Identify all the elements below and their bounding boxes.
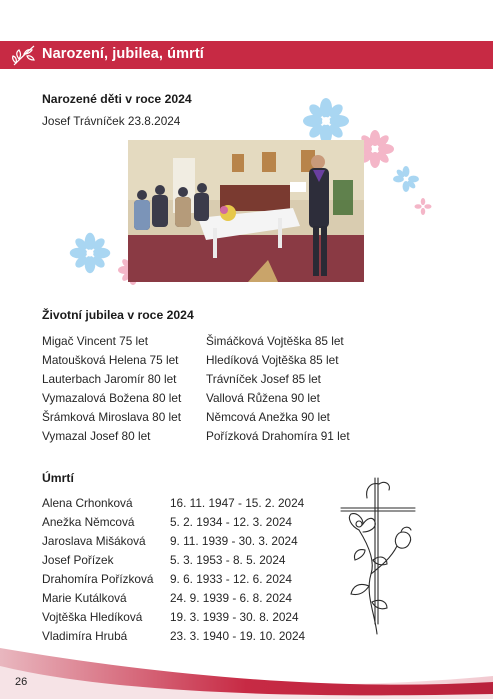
deceased-name: Vojtěška Hledíková [42,610,143,624]
life-dates: 24. 9. 1939 - 6. 8. 2024 [170,591,292,605]
birth-entry: Josef Trávníček 23.8.2024 [42,114,181,128]
life-dates: 19. 3. 1939 - 30. 8. 2024 [170,610,299,624]
cross-with-flowers-icon [335,474,425,636]
jubilee-entry: Pořízková Drahomíra 91 let [206,429,350,443]
section-title: Narození, jubilea, úmrtí [42,46,204,62]
jubilee-entry: Vymazal Josef 80 let [42,429,151,443]
deceased-name: Alena Crhonková [42,496,133,510]
blue-flower-left-icon [68,232,112,274]
births-heading: Narozené děti v roce 2024 [42,92,192,106]
life-dates: 5. 2. 1934 - 12. 3. 2024 [170,515,292,529]
life-dates: 9. 11. 1939 - 30. 3. 2024 [170,534,298,548]
pink-flower-small-icon [414,198,432,215]
blue-flower-small-icon [392,166,420,192]
jubilee-entry: Šimáčková Vojtěška 85 let [206,334,344,348]
life-dates: 23. 3. 1940 - 19. 10. 2024 [170,629,306,643]
page-number: 26 [15,676,28,688]
table-row [42,496,322,514]
table-row [42,591,322,609]
jubilees-heading: Životní jubilea v roce 2024 [42,308,194,322]
jubilee-entry: Matoušková Helena 75 let [42,353,179,367]
life-dates: 9. 6. 1933 - 12. 6. 2024 [170,572,292,586]
deceased-name: Jaroslava Mišáková [42,534,146,548]
deceased-name: Josef Pořízek [42,553,114,567]
deaths-heading: Úmrtí [42,471,74,485]
table-row [42,610,322,628]
table-row [42,515,322,533]
table-row [42,534,322,552]
table-row [42,572,322,590]
jubilee-entry: Němcová Anežka 90 let [206,410,330,424]
blue-flower-icon [301,98,351,144]
deceased-name: Drahomíra Pořízková [42,572,154,586]
deceased-name: Vladimíra Hrubá [42,629,128,643]
deceased-name: Marie Kutálková [42,591,127,605]
section-header-bar [0,41,493,69]
ceremony-photo [128,140,364,282]
jubilee-entry: Lauterbach Jaromír 80 let [42,372,177,386]
jubilee-entry: Hledíková Vojtěška 85 let [206,353,339,367]
life-dates: 5. 3. 1953 - 8. 5. 2024 [170,553,286,567]
flower-branch-icon [10,43,38,67]
footer-wave-decoration [0,640,493,699]
jubilee-entry: Migač Vincent 75 let [42,334,149,348]
jubilee-entry: Vallová Růžena 90 let [206,391,320,405]
jubilee-entry: Trávníček Josef 85 let [206,372,321,386]
table-row [42,553,322,571]
jubilee-entry: Šrámková Miroslava 80 let [42,410,181,424]
deceased-name: Anežka Němcová [42,515,135,529]
life-dates: 16. 11. 1947 - 15. 2. 2024 [170,496,305,510]
jubilee-entry: Vymazalová Božena 80 let [42,391,182,405]
